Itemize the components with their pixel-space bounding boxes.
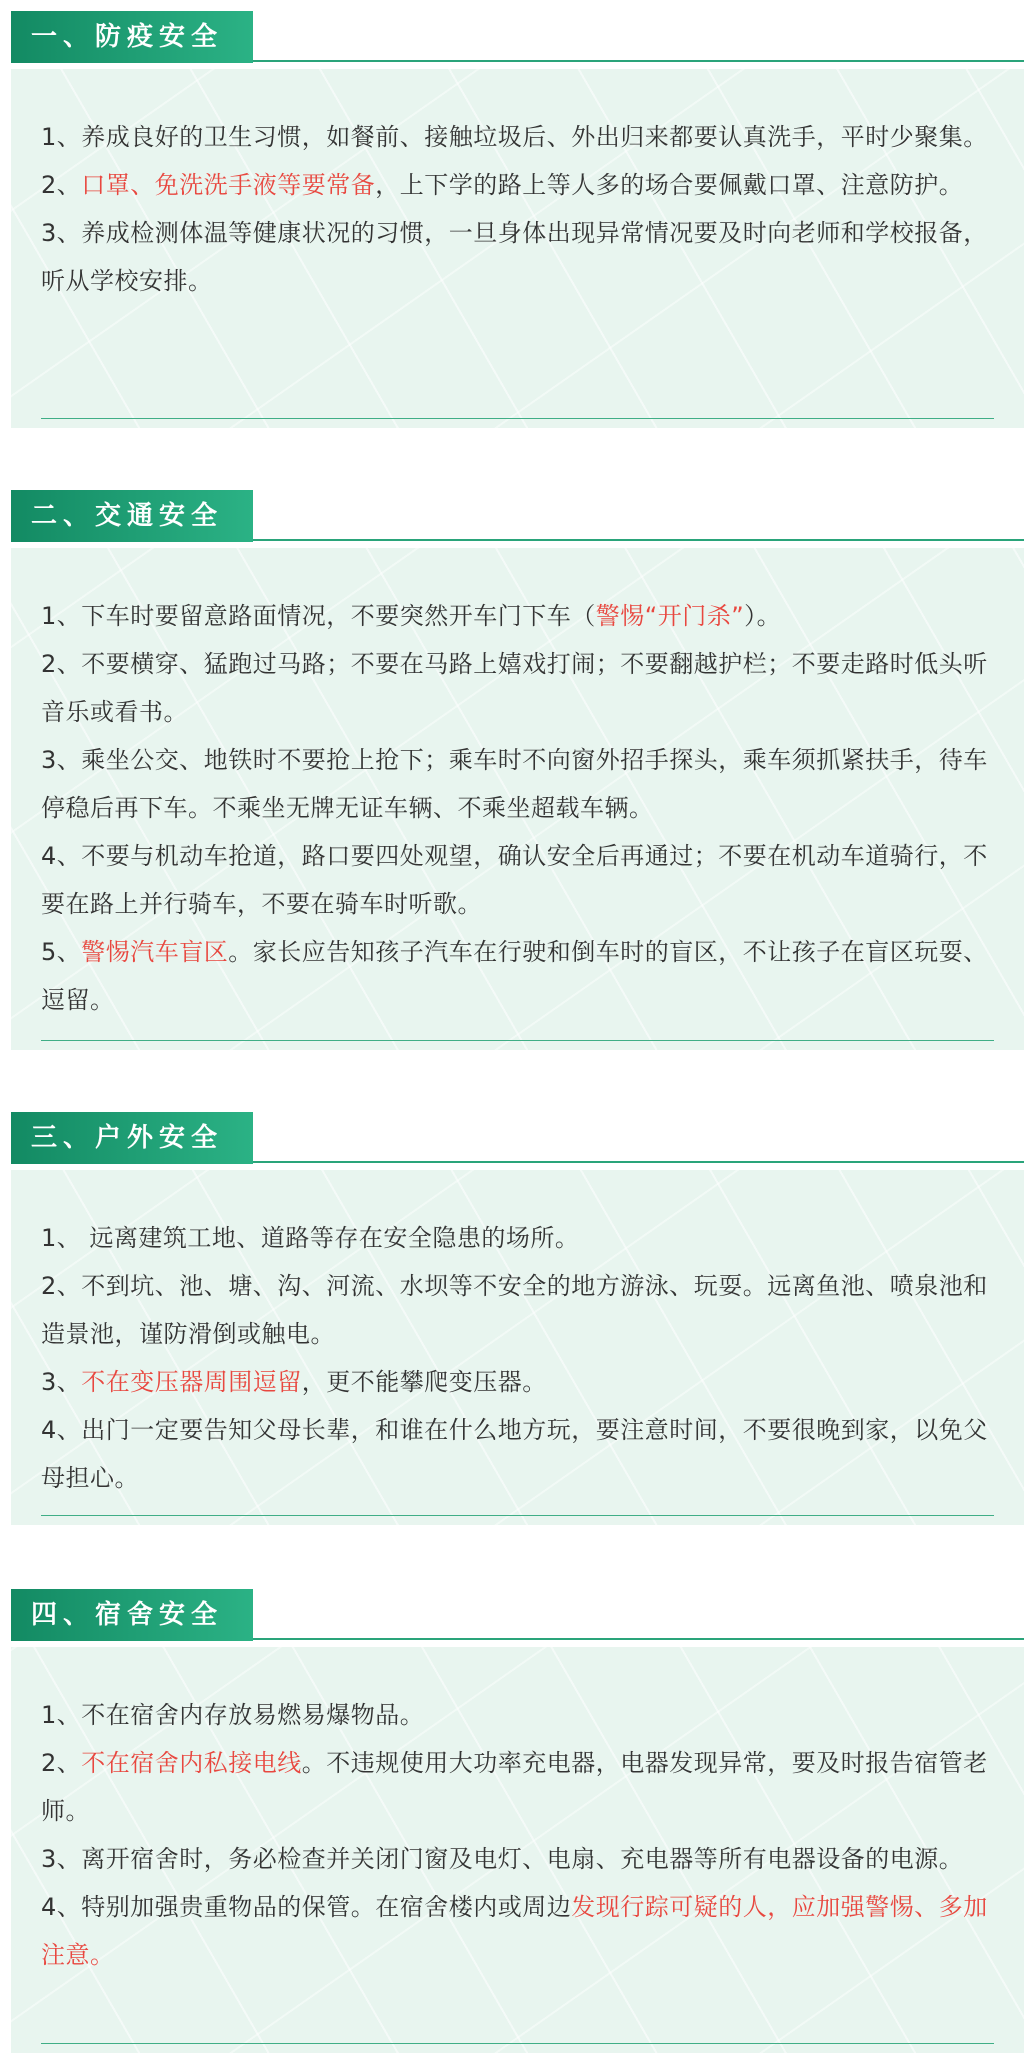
header-divider	[253, 539, 1024, 541]
list-item: 2、不在宿舍内私接电线。不违规使用大功率充电器，电器发现异常，要及时报告宿管老师。	[41, 1749, 988, 1825]
section-panel	[11, 548, 1024, 1050]
panel-bottom-divider	[41, 1040, 994, 1041]
section-header	[11, 11, 1024, 63]
section-title: 四、宿舍安全	[11, 1589, 253, 1641]
list-item: 1、 远离建筑工地、道路等存在安全隐患的场所。	[41, 1224, 580, 1252]
panel-bottom-divider	[41, 1515, 994, 1516]
list-item: 3、养成检测体温等健康状况的习惯，一旦身体出现异常情况要及时向老师和学校报备，听从学校安排。	[41, 219, 988, 295]
list-item: 2、不到坑、池、塘、沟、河流、水坝等不安全的地方游泳、玩耍。远离鱼池、喷泉池和造景池，谨防滑倒或触电。	[41, 1272, 988, 1348]
highlight-text: 警惕“开门杀”	[595, 602, 745, 630]
section-title: 一、防疫安全	[11, 11, 253, 63]
list-item: 3、离开宿舍时，务必检查并关闭门窗及电灯、电扇、充电器等所有电器设备的电源。	[41, 1845, 964, 1873]
header-divider	[253, 1638, 1024, 1640]
section-panel	[11, 1170, 1024, 1525]
list-item: 2、口罩、免洗洗手液等要常备，上下学的路上等人多的场合要佩戴口罩、注意防护。	[41, 171, 964, 199]
list-item: 1、养成良好的卫生习惯，如餐前、接触垃圾后、外出归来都要认真洗手，平时少聚集。	[41, 123, 988, 151]
section-header	[11, 490, 1024, 542]
list-item: 5、警惕汽车盲区。家长应告知孩子汽车在行驶和倒车时的盲区，不让孩子在盲区玩耍、逗留。	[41, 938, 988, 1014]
list-item: 1、下车时要留意路面情况，不要突然开车门下车（警惕“开门杀”）。	[41, 602, 782, 630]
highlight-text: 警惕汽车盲区	[81, 938, 229, 966]
section-title: 三、户外安全	[11, 1112, 253, 1164]
list-item: 3、不在变压器周围逗留，更不能攀爬变压器。	[41, 1368, 547, 1396]
section-panel	[11, 1647, 1024, 2053]
list-item: 4、特别加强贵重物品的保管。在宿舍楼内或周边发现行踪可疑的人，应加强警惕、多加注意。	[41, 1893, 988, 1969]
list-item: 4、出门一定要告知父母长辈，和谁在什么地方玩，要注意时间，不要很晚到家，以免父母担心。	[41, 1416, 988, 1492]
header-divider	[253, 60, 1024, 62]
section-panel	[11, 69, 1024, 428]
list-item: 1、不在宿舍内存放易燃易爆物品。	[41, 1701, 425, 1729]
panel-bottom-divider	[41, 2043, 994, 2044]
section-epidemic-safety	[11, 11, 1024, 428]
list-item: 2、不要横穿、猛跑过马路；不要在马路上嬉戏打闹；不要翻越护栏；不要走路时低头听音乐或看书。	[41, 650, 988, 726]
section-header	[11, 1112, 1024, 1164]
list-item: 3、乘坐公交、地铁时不要抢上抢下；乘车时不向窗外招手探头，乘车须抓紧扶手，待车停稳后再下车。不乘坐无牌无证车辆、不乘坐超载车辆。	[41, 746, 988, 822]
highlight-text: 口罩、免洗洗手液等要常备	[81, 171, 376, 199]
list-item: 4、不要与机动车抢道，路口要四处观望，确认安全后再通过；不要在机动车道骑行，不要在路上并行骑车，不要在骑车时听歌。	[41, 842, 988, 918]
section-traffic-safety	[11, 490, 1024, 1050]
highlight-text: 不在宿舍内私接电线	[81, 1749, 302, 1777]
header-divider	[253, 1161, 1024, 1163]
highlight-text: 不在变压器周围逗留	[81, 1368, 302, 1396]
section-outdoor-safety	[11, 1112, 1024, 1525]
section-header	[11, 1589, 1024, 1641]
panel-bottom-divider	[41, 418, 994, 419]
section-title: 二、交通安全	[11, 490, 253, 542]
highlight-text: 发现行踪可疑的人，应加强警惕、多加注意。	[41, 1893, 988, 1969]
section-dormitory-safety	[11, 1589, 1024, 2053]
